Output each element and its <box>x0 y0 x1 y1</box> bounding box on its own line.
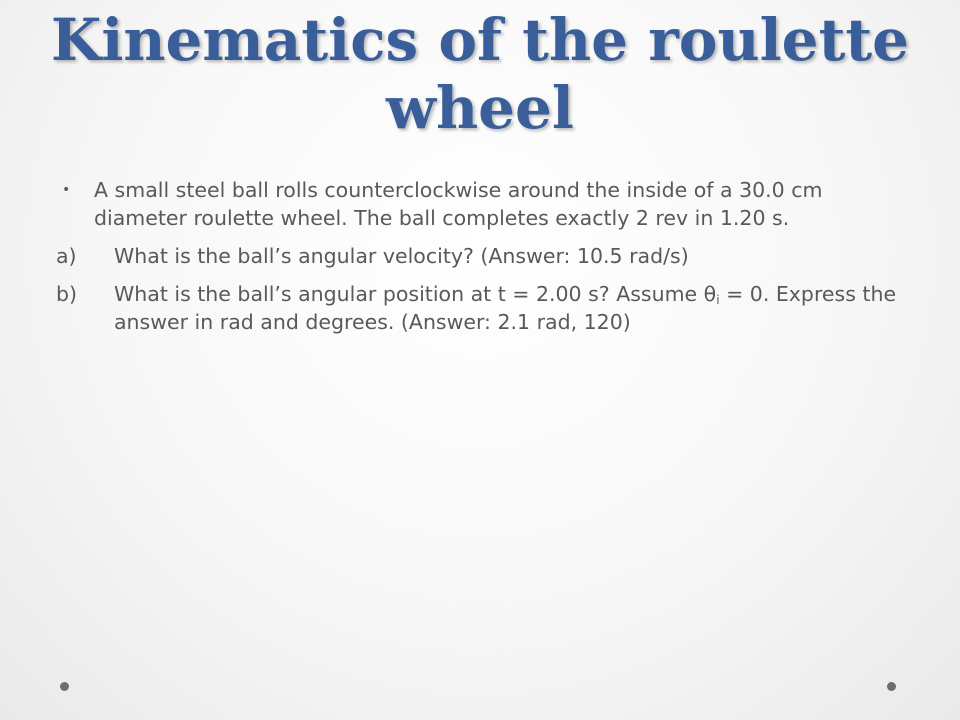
decor-dot-left <box>60 682 69 691</box>
theta-subscript: i <box>716 293 720 307</box>
bullet-text: A small steel ball rolls counterclockwise around the inside of a 30.0 cm diameter roulette wheel. The ball completes exactly 2 rev in 1.20 s. <box>94 178 823 230</box>
question-b <box>56 280 916 336</box>
bullet-marker: • <box>62 182 71 198</box>
question-a <box>56 242 916 270</box>
slide-content <box>56 176 916 346</box>
slide-title: Kinematics of the roulette wheel <box>50 6 910 142</box>
bullet-item <box>56 176 916 232</box>
decor-dot-right <box>887 682 896 691</box>
question-a-text: What is the ball’s angular velocity? (Answer: 10.5 rad/s) <box>114 244 689 268</box>
question-b-text-before: What is the ball’s angular position at t = 2.00 s? Assume θ <box>114 282 717 306</box>
question-b-text-after: = 0. Express the answer in rad and degrees. (Answer: 2.1 rad, 120) <box>114 282 897 334</box>
question-b-text <box>114 280 916 336</box>
question-a-marker: a) <box>56 244 77 268</box>
question-b-marker: b) <box>56 282 78 306</box>
